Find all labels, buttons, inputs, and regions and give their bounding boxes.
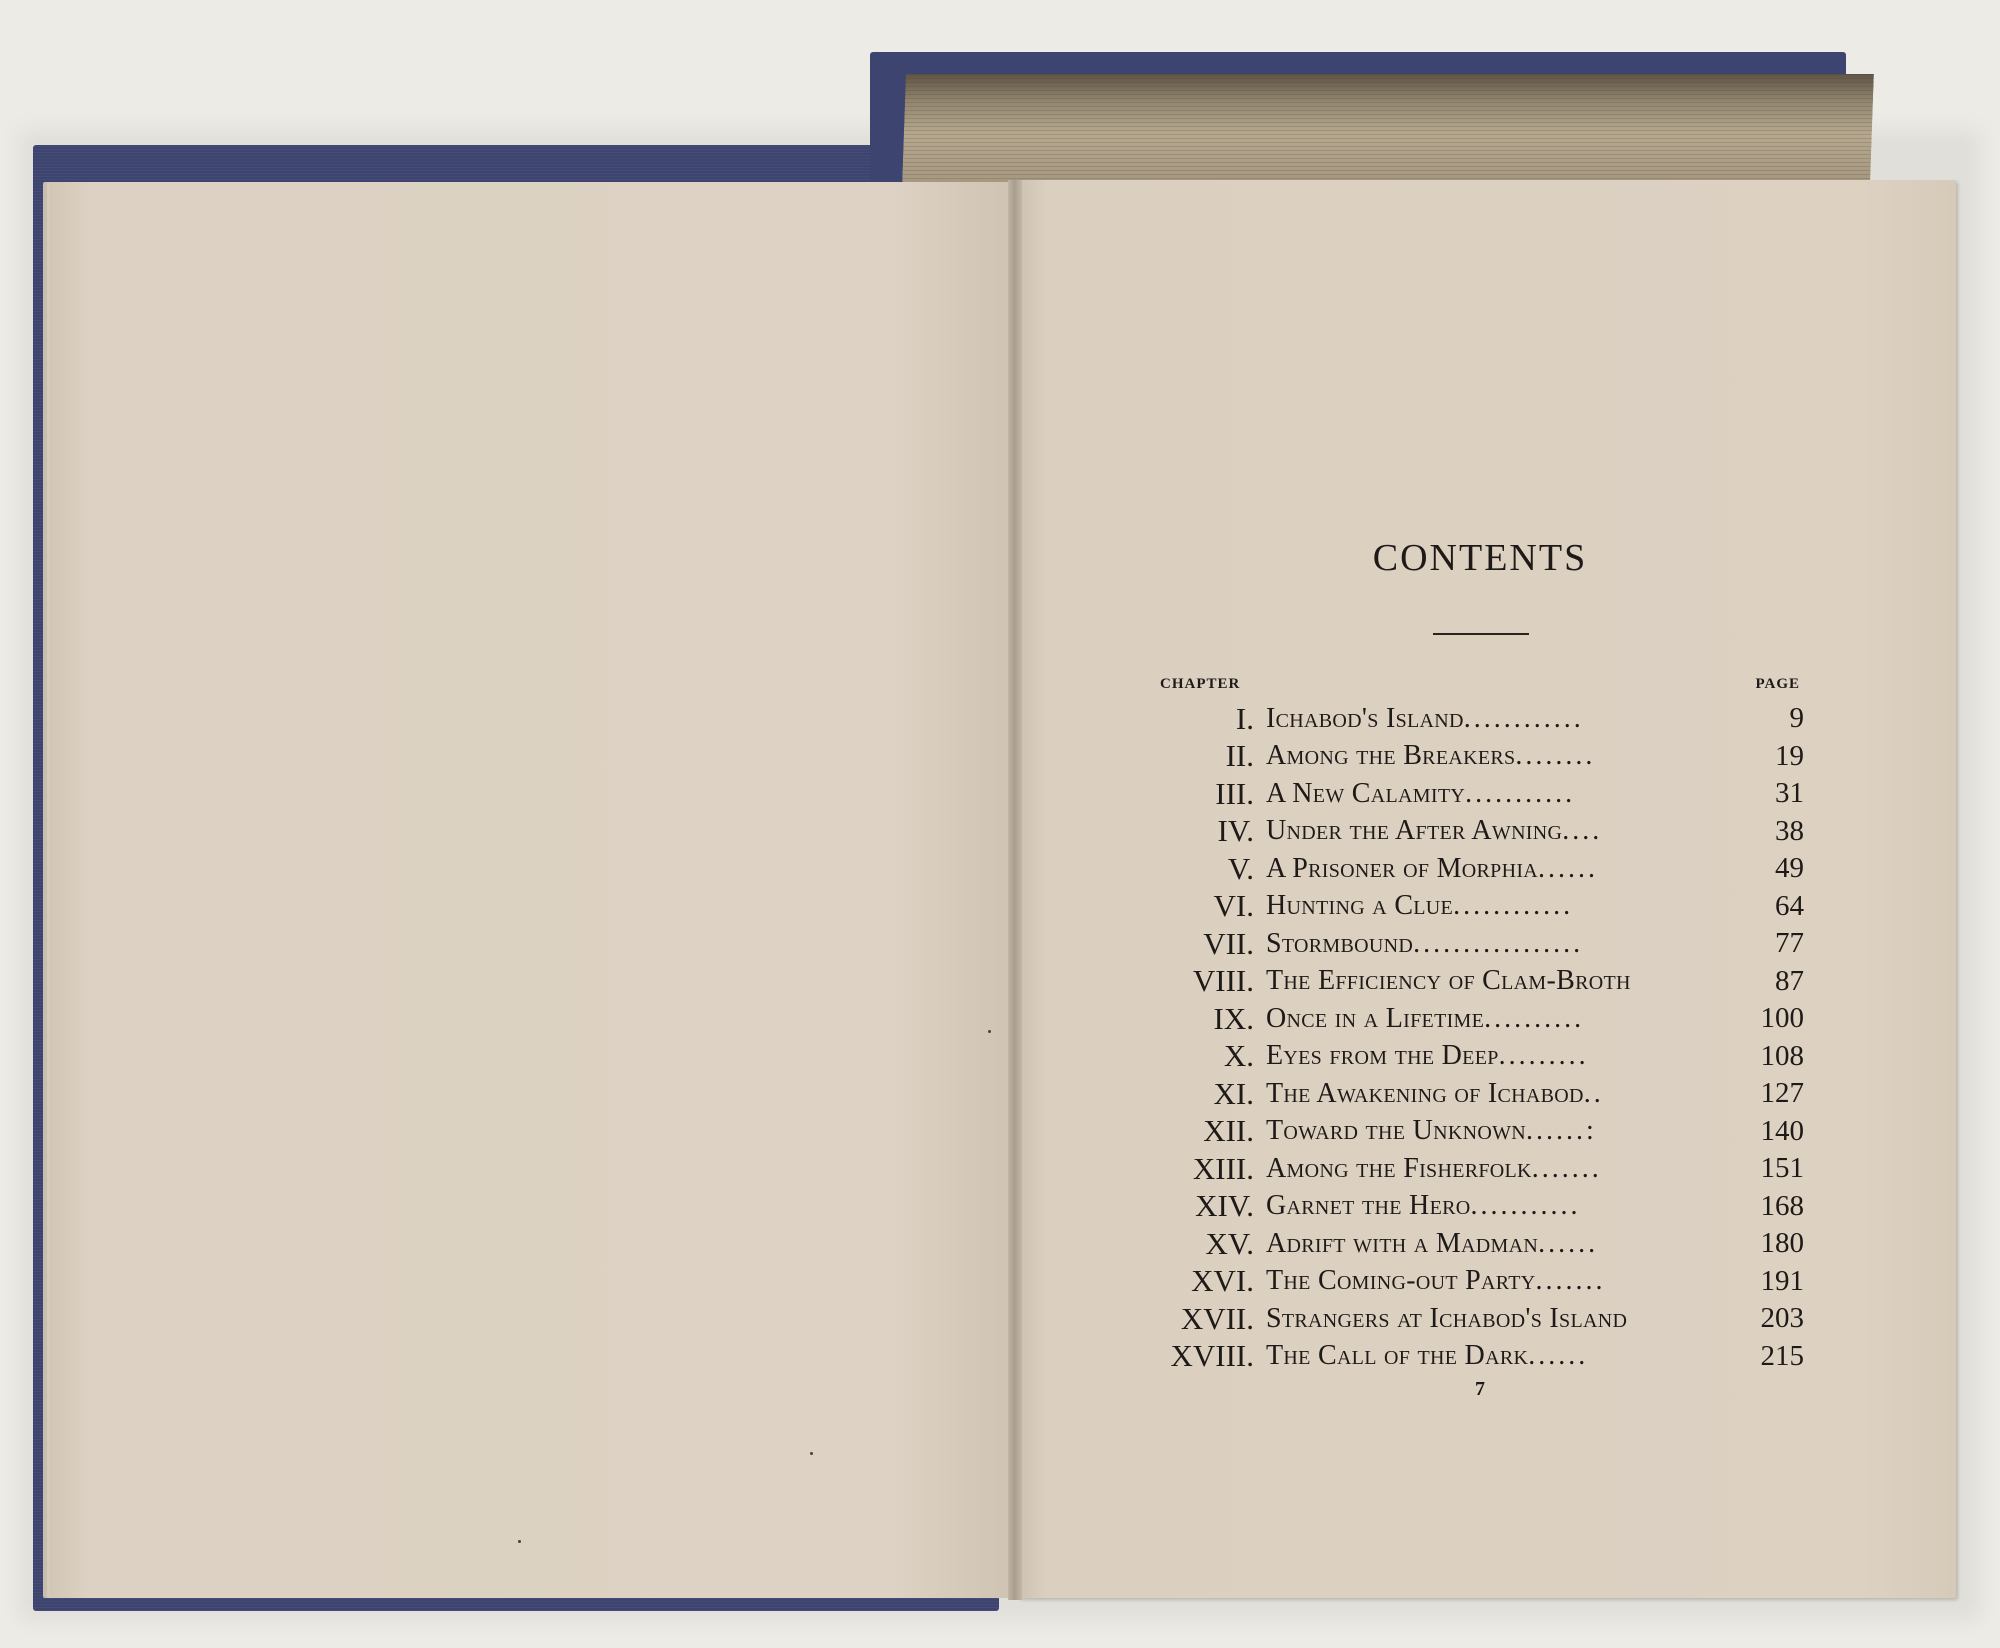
- chapter-title: Adrift with a Madman......: [1266, 1227, 1599, 1259]
- leader-dots: .................: [1413, 927, 1584, 959]
- leader-dots: ......: [1538, 852, 1599, 884]
- chapter-number: XVIII.: [1170, 1338, 1254, 1374]
- toc-row: [1160, 1150, 1804, 1188]
- toc-row: [1160, 850, 1804, 888]
- toc-row: [1160, 700, 1804, 738]
- chapter-page: 9: [1789, 702, 1804, 735]
- chapter-number: VI.: [1213, 888, 1254, 924]
- toc-row: [1160, 1113, 1804, 1151]
- chapter-number: IV.: [1217, 813, 1254, 849]
- leader-dots: .........: [1498, 1040, 1589, 1072]
- chapter-title: A Prisoner of Morphia......: [1266, 852, 1599, 884]
- chapter-page: 191: [1760, 1264, 1804, 1297]
- chapter-page: 180: [1760, 1227, 1804, 1260]
- chapter-number: V.: [1227, 850, 1254, 886]
- table-of-contents: [1160, 700, 1804, 1375]
- chapter-title: The Efficiency of Clam-Broth: [1266, 965, 1631, 997]
- chapter-number: VII.: [1203, 925, 1254, 961]
- chapter-number: XIII.: [1192, 1150, 1254, 1186]
- leader-dots: .......: [1531, 1152, 1602, 1184]
- leader-dots: ...........: [1470, 1190, 1581, 1222]
- toc-row: [1160, 1075, 1804, 1113]
- chapter-number: X.: [1223, 1038, 1254, 1074]
- chapter-number: XVI.: [1191, 1263, 1254, 1299]
- leader-dots: ....: [1562, 815, 1603, 847]
- chapter-title: Garnet the Hero...........: [1266, 1190, 1581, 1222]
- paper-speck: [988, 1030, 991, 1033]
- page-column-header: PAGE: [1755, 676, 1800, 692]
- chapter-title: A New Calamity...........: [1266, 777, 1576, 809]
- leader-dots: ..: [1583, 1077, 1604, 1109]
- book-gutter: [1008, 180, 1022, 1600]
- chapter-page: 31: [1775, 777, 1804, 810]
- chapter-page: 100: [1760, 1002, 1804, 1035]
- chapter-title: The Awakening of Ichabod..: [1266, 1077, 1604, 1109]
- chapter-page: 127: [1760, 1077, 1804, 1110]
- heading-rule: [1433, 633, 1529, 635]
- chapter-title: Among the Fisherfolk.......: [1266, 1152, 1602, 1184]
- chapter-number: XI.: [1213, 1075, 1254, 1111]
- leader-dots: ............: [1463, 702, 1584, 734]
- leader-dots: ......: [1538, 1227, 1599, 1259]
- left-page-blank: [50, 182, 1010, 1598]
- toc-row: [1160, 738, 1804, 776]
- chapter-page: 168: [1760, 1189, 1804, 1222]
- chapter-title: The Call of the Dark......: [1266, 1340, 1589, 1372]
- page-edges: [902, 74, 1874, 184]
- leader-dots: ......:: [1526, 1115, 1597, 1147]
- chapter-page: 108: [1760, 1039, 1804, 1072]
- chapter-page: 77: [1775, 927, 1804, 960]
- chapter-title: Strangers at Ichabod's Island: [1266, 1302, 1628, 1334]
- leader-dots: ...........: [1465, 777, 1576, 809]
- toc-row: [1160, 1038, 1804, 1076]
- leader-dots: ............: [1453, 890, 1574, 922]
- chapter-page: 215: [1760, 1339, 1804, 1372]
- toc-row: [1160, 1263, 1804, 1301]
- chapter-title: The Coming-out Party.......: [1266, 1265, 1606, 1297]
- chapter-title: Eyes from the Deep.........: [1266, 1040, 1589, 1072]
- chapter-page: 87: [1775, 964, 1804, 997]
- chapter-number: XIV.: [1195, 1188, 1254, 1224]
- chapter-number: III.: [1215, 775, 1254, 811]
- leader-dots: ......: [1528, 1340, 1589, 1372]
- toc-row: [1160, 1188, 1804, 1226]
- chapter-page: 140: [1760, 1114, 1804, 1147]
- toc-row: [1160, 775, 1804, 813]
- leader-dots: ..........: [1484, 1002, 1585, 1034]
- chapter-page: 151: [1760, 1152, 1804, 1185]
- chapter-title: Hunting a Clue............: [1266, 890, 1574, 922]
- chapter-title: Ichabod's Island............: [1266, 702, 1584, 734]
- toc-row: [1160, 1300, 1804, 1338]
- chapter-page: 49: [1775, 852, 1804, 885]
- toc-row: [1160, 925, 1804, 963]
- chapter-title: Stormbound.................: [1266, 927, 1584, 959]
- chapter-number: XII.: [1203, 1113, 1254, 1149]
- chapter-number: VIII.: [1192, 963, 1254, 999]
- leader-dots: ........: [1515, 740, 1596, 772]
- chapter-number: II.: [1225, 738, 1254, 774]
- leader-dots: .......: [1535, 1265, 1606, 1297]
- chapter-number: I.: [1235, 700, 1254, 736]
- chapter-title: Toward the Unknown......:: [1266, 1115, 1597, 1147]
- page-number: 7: [1475, 1378, 1485, 1400]
- chapter-title: Once in a Lifetime..........: [1266, 1002, 1585, 1034]
- toc-row: [1160, 1225, 1804, 1263]
- toc-row: [1160, 963, 1804, 1001]
- chapter-page: 203: [1760, 1302, 1804, 1335]
- chapter-number: XV.: [1205, 1225, 1254, 1261]
- toc-row: [1160, 813, 1804, 851]
- chapter-title: Under the After Awning....: [1266, 815, 1603, 847]
- toc-row: [1160, 1000, 1804, 1038]
- paper-speck: [810, 1452, 813, 1455]
- chapter-number: XVII.: [1180, 1300, 1254, 1336]
- contents-heading: CONTENTS: [1372, 537, 1588, 579]
- chapter-page: 19: [1775, 739, 1804, 772]
- chapter-number: IX.: [1213, 1000, 1254, 1036]
- chapter-page: 64: [1775, 889, 1804, 922]
- toc-row: [1160, 1338, 1804, 1376]
- chapter-column-header: CHAPTER: [1160, 676, 1241, 692]
- chapter-title: Among the Breakers........: [1266, 740, 1596, 772]
- paper-speck: [518, 1540, 521, 1543]
- chapter-page: 38: [1775, 814, 1804, 847]
- toc-row: [1160, 888, 1804, 926]
